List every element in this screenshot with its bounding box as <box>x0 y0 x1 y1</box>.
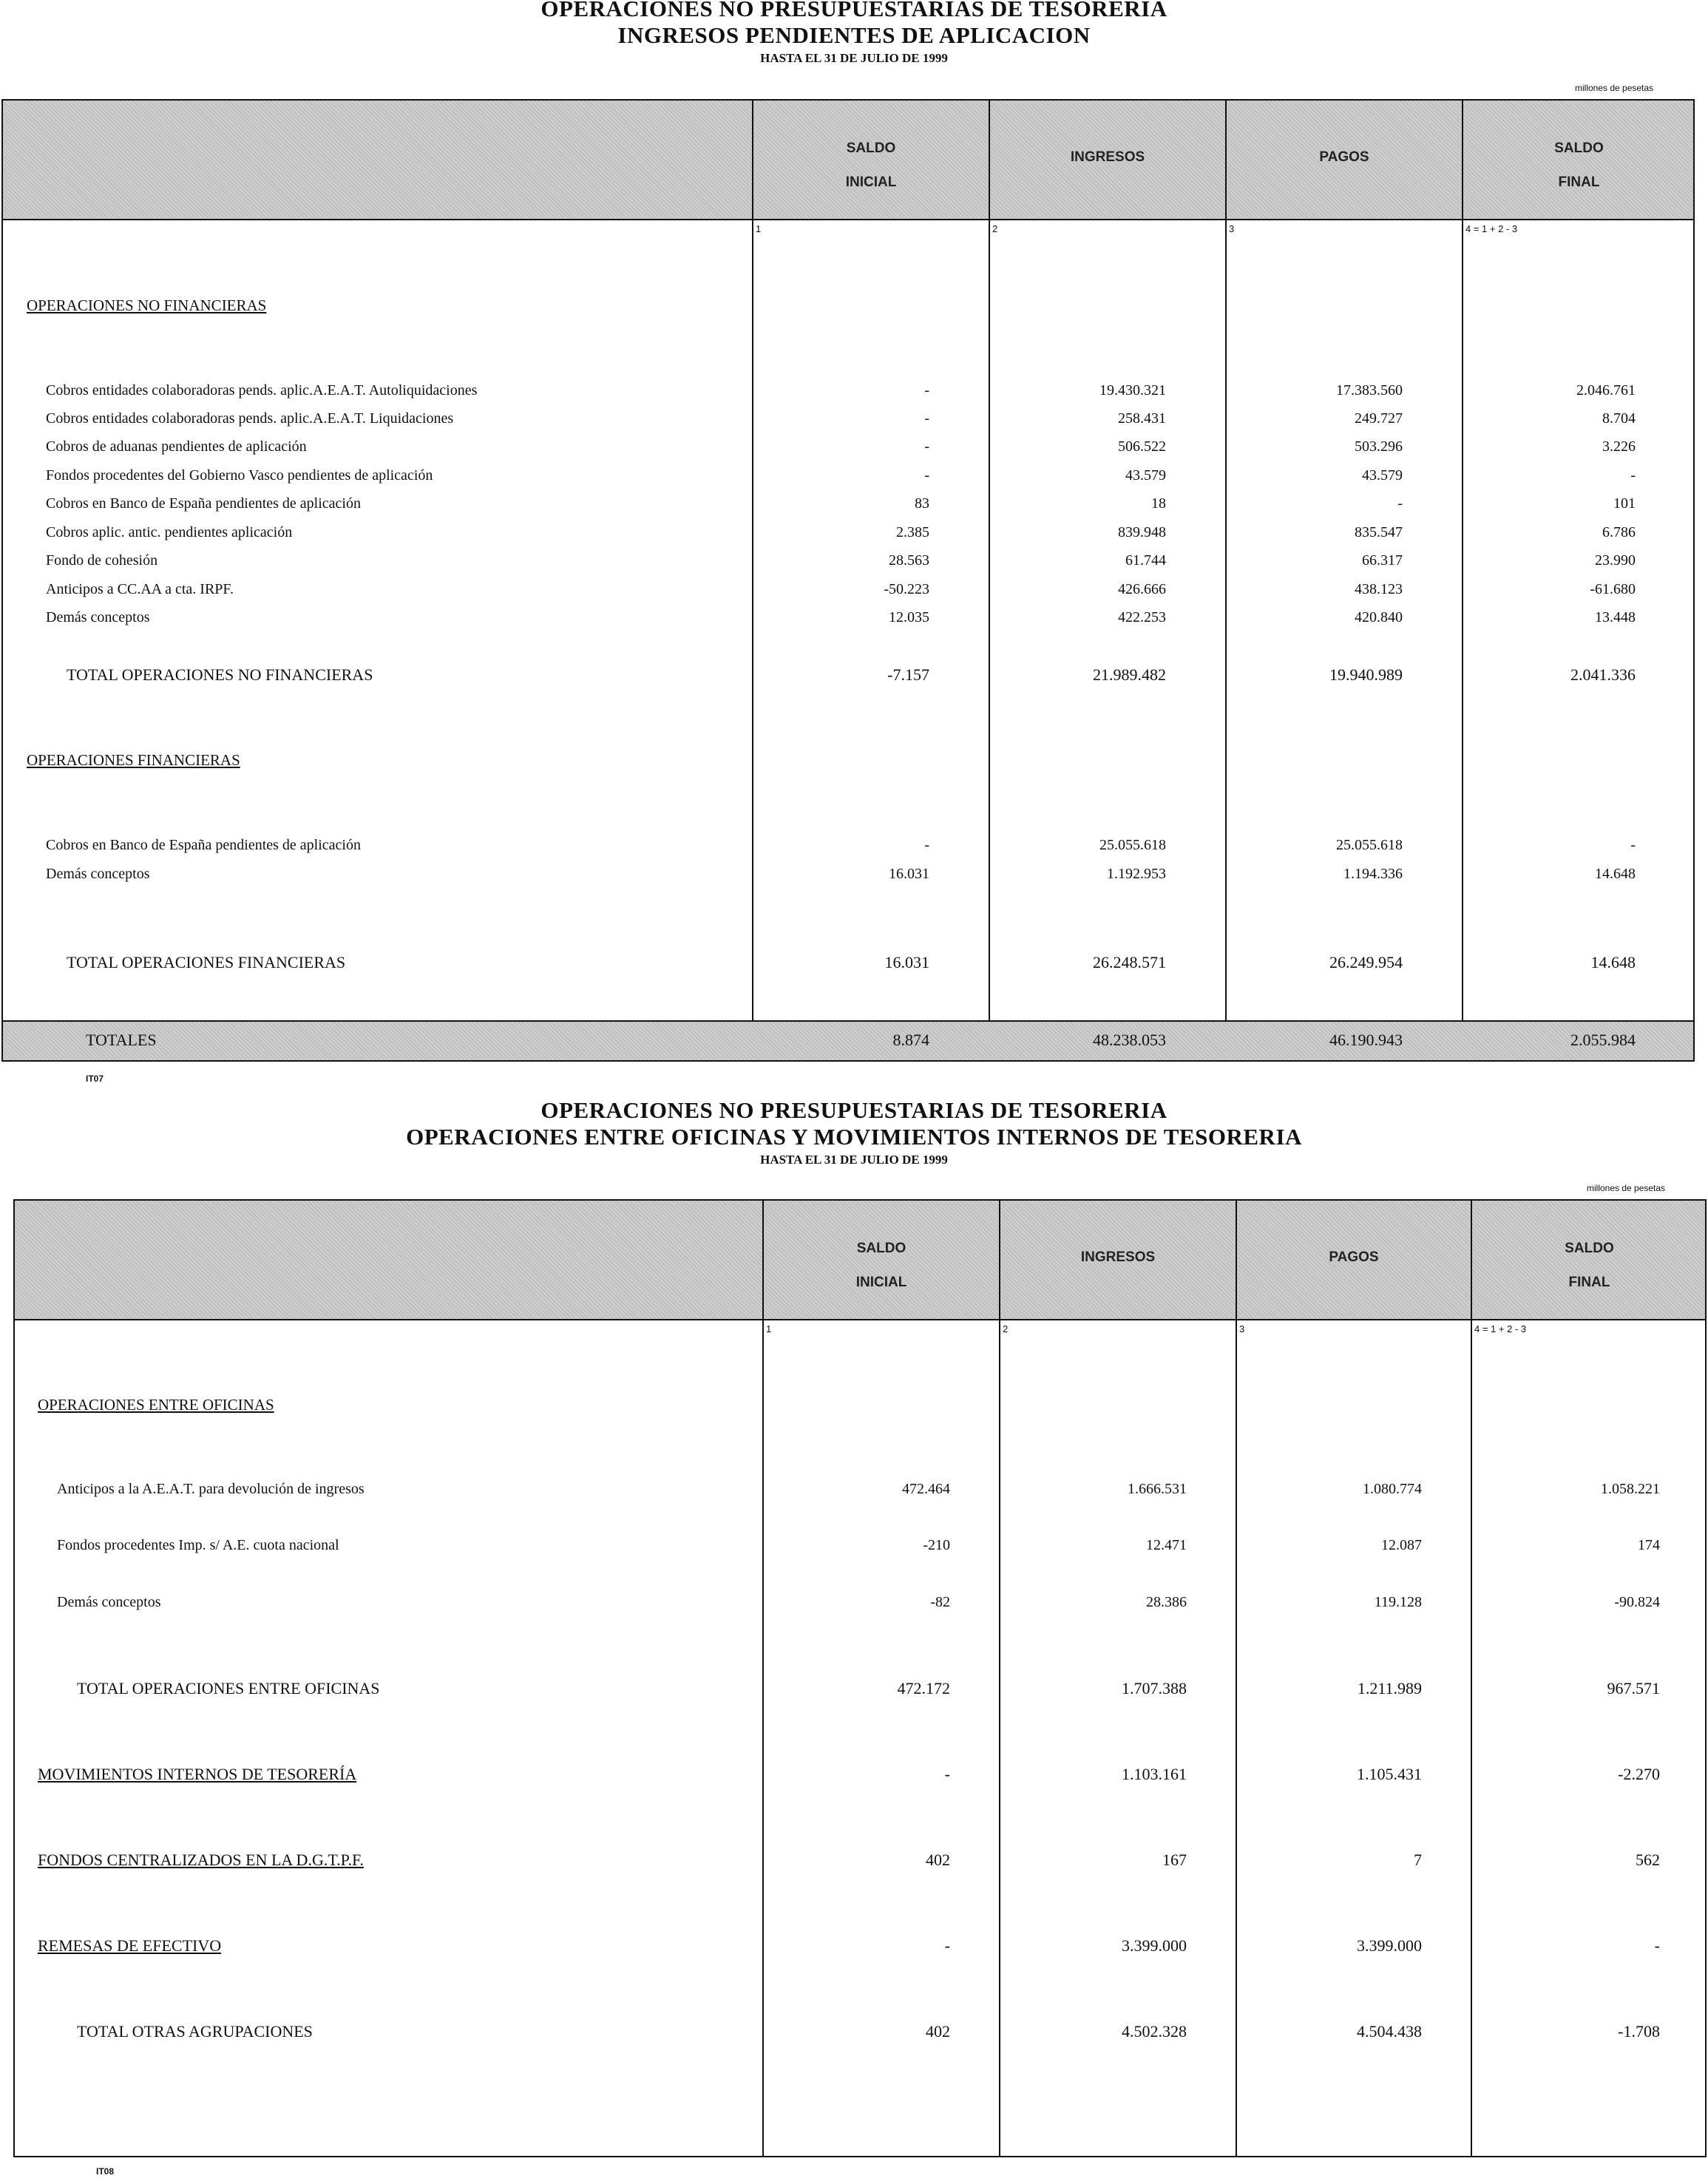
table2-colnum-4: 4 = 1 + 2 - 3 <box>1474 1323 1527 1334</box>
row-label: TOTAL OPERACIONES FINANCIERAS <box>67 953 346 971</box>
row-saldo-inicial: 16.031 <box>884 953 929 971</box>
row-label: TOTAL OPERACIONES NO FINANCIERAS <box>67 665 373 684</box>
row-saldo-final: - <box>1654 1936 1660 1955</box>
row-saldo-final: -2.270 <box>1618 1765 1660 1783</box>
row-ingresos: 21.989.482 <box>1093 665 1166 684</box>
table1-total-no-financieras <box>3 665 1693 688</box>
table1-totales-row <box>3 1020 1693 1060</box>
row-label: Anticipos a la A.E.A.T. para devolución de ingresos <box>57 1481 365 1497</box>
table2-col-saldo-final <box>1472 1232 1707 1300</box>
row-saldo-final: 14.648 <box>1590 953 1636 971</box>
row-saldo-final: - <box>1630 467 1636 484</box>
row-label: Demás conceptos <box>46 866 150 882</box>
table2-remesas-efectivo <box>15 1936 1705 1958</box>
row-ingresos: 426.666 <box>1118 581 1166 597</box>
row-saldo-inicial: 28.563 <box>889 552 929 569</box>
row-ingresos: 1.192.953 <box>1107 866 1166 882</box>
table-row <box>15 1481 1705 1503</box>
table1-col-saldo-final <box>1463 132 1695 200</box>
table1-colnum-1: 1 <box>756 223 762 234</box>
row-label: Cobros en Banco de España pendientes de aplicación <box>46 495 361 512</box>
row-ingresos: 61.744 <box>1125 552 1166 569</box>
row-label: Demás conceptos <box>46 609 150 625</box>
table-row <box>3 410 1693 433</box>
table2-subtitle: HASTA EL 31 DE JULIO DE 1999 <box>760 1153 948 1167</box>
row-saldo-final: -61.680 <box>1590 581 1636 597</box>
row-ingresos: 28.386 <box>1146 1594 1187 1610</box>
table2-col-pagos: PAGOS <box>1329 1249 1379 1265</box>
table2-colnum-2: 2 <box>1003 1323 1009 1334</box>
row-ingresos: 1.103.161 <box>1122 1765 1187 1783</box>
row-label: TOTAL OPERACIONES ENTRE OFICINAS <box>77 1679 380 1697</box>
row-saldo-inicial: - <box>944 1936 950 1955</box>
row-label: Cobros en Banco de España pendientes de aplicación <box>46 837 361 853</box>
table-row <box>15 1537 1705 1559</box>
table2-col-saldo-inicial <box>764 1232 999 1300</box>
table1-col-saldo-inicial <box>753 132 989 200</box>
table1 <box>1 99 1695 1062</box>
row-saldo-inicial: - <box>924 438 929 455</box>
row-saldo-final: 562 <box>1636 1851 1660 1869</box>
row-saldo-final: - <box>1630 837 1636 853</box>
row-saldo-inicial: 83 <box>915 495 929 512</box>
totales-label: TOTALES <box>86 1031 157 1049</box>
table-row <box>3 524 1693 546</box>
row-pagos: 26.249.954 <box>1329 953 1403 971</box>
row-saldo-final: 8.704 <box>1602 410 1636 427</box>
row-label: FONDOS CENTRALIZADOS EN LA D.G.T.P.F. <box>38 1851 364 1869</box>
row-ingresos: 1.666.531 <box>1128 1481 1187 1497</box>
row-pagos: 17.383.560 <box>1336 382 1403 398</box>
row-saldo-inicial: 402 <box>926 1851 950 1869</box>
row-pagos: 119.128 <box>1374 1594 1422 1610</box>
table2-colnum-3: 3 <box>1239 1323 1245 1334</box>
row-label: Fondos procedentes Imp. s/ A.E. cuota nacional <box>57 1537 339 1553</box>
row-ingresos: 18 <box>1151 495 1166 512</box>
totales-saldo-inicial: 8.874 <box>892 1031 929 1049</box>
row-pagos: 438.123 <box>1355 581 1403 597</box>
row-ingresos: 12.471 <box>1146 1537 1187 1553</box>
row-pagos: 1.211.989 <box>1357 1679 1422 1697</box>
row-label: Cobros de aduanas pendientes de aplicación <box>46 438 307 455</box>
row-label: Demás conceptos <box>57 1594 161 1610</box>
row-saldo-inicial: - <box>924 382 929 398</box>
row-saldo-final: 13.448 <box>1595 609 1636 625</box>
row-saldo-inicial: -210 <box>923 1537 950 1553</box>
table-row <box>3 552 1693 574</box>
row-pagos: 66.317 <box>1362 552 1403 569</box>
row-saldo-inicial: -82 <box>930 1594 950 1610</box>
table1-col-saldo-final-line2: FINAL <box>1558 174 1600 190</box>
table1-section-no-financieras: OPERACIONES NO FINANCIERAS <box>27 296 267 314</box>
row-pagos: 43.579 <box>1362 467 1403 484</box>
table1-colnum-3: 3 <box>1229 223 1235 234</box>
table-row <box>15 1594 1705 1616</box>
row-saldo-inicial: 16.031 <box>889 866 929 882</box>
row-saldo-inicial: - <box>944 1765 950 1783</box>
table2-section-entre-oficinas: OPERACIONES ENTRE OFICINAS <box>38 1396 274 1414</box>
table-row <box>3 837 1693 859</box>
table2-colnum-1: 1 <box>766 1323 772 1334</box>
table1-colnum-4: 4 = 1 + 2 - 3 <box>1465 223 1518 234</box>
row-saldo-final: 2.041.336 <box>1570 665 1636 684</box>
row-saldo-inicial: 12.035 <box>889 609 929 625</box>
row-ingresos: 258.431 <box>1118 410 1166 427</box>
row-saldo-inicial: -50.223 <box>884 581 929 597</box>
table1-col-ingresos: INGRESOS <box>1070 149 1145 165</box>
table1-title-block <box>0 0 1708 67</box>
table1-col-pagos: PAGOS <box>1319 149 1369 165</box>
table1-code: IT07 <box>86 1073 104 1084</box>
row-ingresos: 4.502.328 <box>1122 2022 1187 2041</box>
totales-pagos: 46.190.943 <box>1329 1031 1403 1049</box>
table1-units-label: millones de pesetas <box>1575 83 1654 93</box>
table-row <box>3 609 1693 631</box>
row-ingresos: 25.055.618 <box>1099 837 1166 853</box>
row-label: REMESAS DE EFECTIVO <box>38 1936 222 1955</box>
row-ingresos: 422.253 <box>1118 609 1166 625</box>
row-label: Fondos procedentes del Gobierno Vasco pendientes de aplicación <box>46 467 433 484</box>
row-pagos: 1.194.336 <box>1343 866 1403 882</box>
row-ingresos: 19.430.321 <box>1099 382 1166 398</box>
row-ingresos: 167 <box>1162 1851 1187 1869</box>
row-pagos: 420.840 <box>1355 609 1403 625</box>
table2-col-saldo-inicial-line2: INICIAL <box>855 1275 907 1290</box>
row-saldo-final: -1.708 <box>1618 2022 1660 2041</box>
row-saldo-final: -90.824 <box>1614 1594 1660 1610</box>
row-ingresos: 506.522 <box>1118 438 1166 455</box>
table-row <box>3 382 1693 404</box>
table1-col-saldo-inicial-line2: INICIAL <box>845 174 897 190</box>
table-row <box>3 438 1693 461</box>
row-pagos: 4.504.438 <box>1357 2022 1422 2041</box>
table2-col-saldo-inicial-line1: SALDO <box>856 1241 906 1256</box>
row-label: TOTAL OTRAS AGRUPACIONES <box>77 2022 313 2041</box>
row-label: Cobros entidades colaboradoras pends. aplic.A.E.A.T. Liquidaciones <box>46 410 454 427</box>
row-saldo-inicial: 402 <box>926 2022 950 2041</box>
row-pagos: 12.087 <box>1381 1537 1422 1553</box>
table2-title-line1: OPERACIONES NO PRESUPUESTARIAS DE TESORERIA <box>540 1097 1168 1123</box>
row-saldo-final: 2.046.761 <box>1576 382 1636 398</box>
row-pagos: 3.399.000 <box>1357 1936 1422 1955</box>
row-ingresos: 43.579 <box>1125 467 1166 484</box>
row-saldo-inicial: - <box>924 467 929 484</box>
table2 <box>13 1199 1707 2157</box>
row-saldo-inicial: - <box>924 837 929 853</box>
table2-fondos-centralizados <box>15 1851 1705 1873</box>
row-saldo-final: 101 <box>1613 495 1636 512</box>
row-label: Cobros aplic. antic. pendientes aplicación <box>46 524 293 540</box>
row-ingresos: 26.248.571 <box>1093 953 1166 971</box>
table2-title-line2: OPERACIONES ENTRE OFICINAS Y MOVIMIENTOS INTERNOS DE TESORERIA <box>406 1124 1302 1150</box>
row-saldo-inicial: 472.172 <box>897 1679 950 1697</box>
row-saldo-final: 174 <box>1638 1537 1660 1553</box>
table1-colnum-2: 2 <box>992 223 998 234</box>
row-saldo-inicial: - <box>924 410 929 427</box>
row-saldo-final: 1.058.221 <box>1601 1481 1660 1497</box>
table1-section-financieras: OPERACIONES FINANCIERAS <box>27 751 240 769</box>
row-pagos: 19.940.989 <box>1329 665 1403 684</box>
totales-ingresos: 48.238.053 <box>1093 1031 1166 1049</box>
row-saldo-final: 3.226 <box>1602 438 1636 455</box>
table2-units-label: millones de pesetas <box>1587 1183 1666 1193</box>
row-saldo-inicial: 2.385 <box>896 524 929 540</box>
row-saldo-final: 14.648 <box>1595 866 1636 882</box>
row-pagos: 1.105.431 <box>1357 1765 1422 1783</box>
table2-movimientos-internos <box>15 1765 1705 1787</box>
table2-total-otras-agrupaciones <box>15 2022 1705 2044</box>
table-row <box>3 467 1693 489</box>
table2-code: IT08 <box>96 2166 115 2177</box>
totales-saldo-final: 2.055.984 <box>1570 1031 1636 1049</box>
row-ingresos: 1.707.388 <box>1122 1679 1187 1697</box>
table2-total-entre-oficinas <box>15 1679 1705 1701</box>
row-pagos: 503.296 <box>1355 438 1403 455</box>
row-ingresos: 839.948 <box>1118 524 1166 540</box>
table-row <box>3 495 1693 518</box>
table1-title-line1: OPERACIONES NO PRESUPUESTARIAS DE TESORERIA <box>540 0 1168 21</box>
row-pagos: 1.080.774 <box>1363 1481 1422 1497</box>
row-label: Cobros entidades colaboradoras pends. aplic.A.E.A.T. Autoliquidaciones <box>46 382 478 398</box>
row-label: Fondo de cohesión <box>46 552 158 569</box>
table2-col-saldo-final-line1: SALDO <box>1565 1241 1614 1256</box>
row-label: MOVIMIENTOS INTERNOS DE TESORERÍA <box>38 1765 357 1783</box>
row-ingresos: 3.399.000 <box>1122 1936 1187 1955</box>
table1-total-financieras <box>3 953 1693 975</box>
table1-subtitle: HASTA EL 31 DE JULIO DE 1999 <box>760 51 948 65</box>
table2-col-ingresos: INGRESOS <box>1080 1249 1156 1265</box>
row-label: Anticipos a CC.AA a cta. IRPF. <box>46 581 234 597</box>
table-row <box>3 866 1693 888</box>
row-pagos: 835.547 <box>1355 524 1403 540</box>
row-pagos: 7 <box>1414 1851 1422 1869</box>
row-saldo-inicial: 472.464 <box>902 1481 950 1497</box>
table-row <box>3 581 1693 603</box>
row-saldo-inicial: -7.157 <box>887 665 929 684</box>
table2-title-block <box>0 1097 1708 1168</box>
table1-col-saldo-final-line1: SALDO <box>1554 140 1604 156</box>
table1-col-saldo-inicial-line1: SALDO <box>846 140 896 156</box>
row-saldo-final: 967.571 <box>1607 1679 1660 1697</box>
row-pagos: 249.727 <box>1355 410 1403 427</box>
row-pagos: - <box>1397 495 1403 512</box>
row-saldo-final: 23.990 <box>1595 552 1636 569</box>
table2-col-saldo-final-line2: FINAL <box>1568 1275 1610 1290</box>
row-saldo-final: 6.786 <box>1602 524 1636 540</box>
table1-title-line2: INGRESOS PENDIENTES DE APLICACION <box>617 22 1091 48</box>
row-pagos: 25.055.618 <box>1336 837 1403 853</box>
